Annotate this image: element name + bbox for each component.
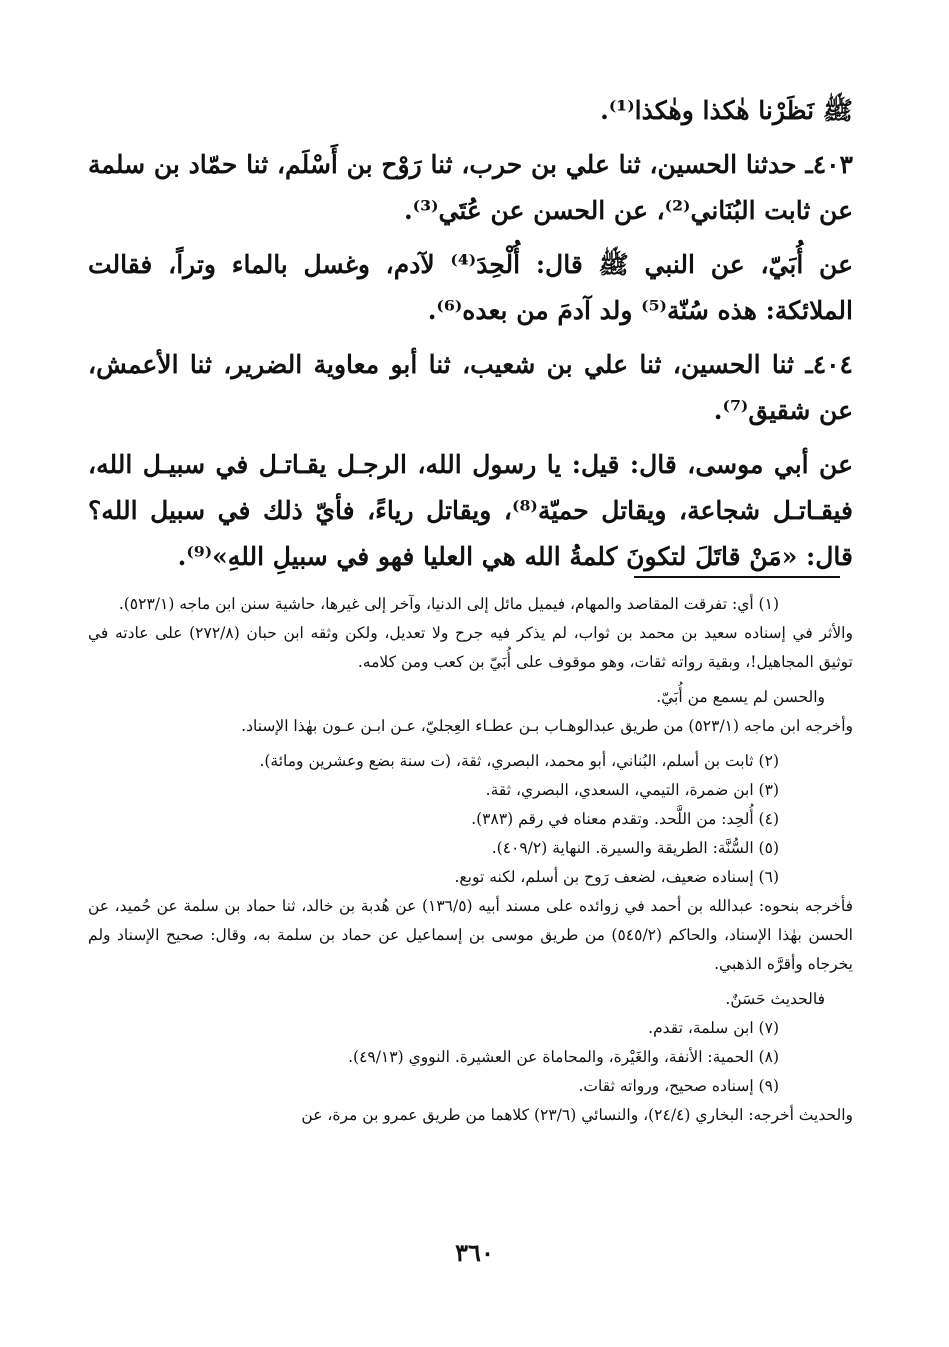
footnote-9-takhrij: والحديث أخرجه: البخاري (٢٤/٤)، والنسائي (٢٣/٦) كلاهما من طريق عمرو بن مرة، عن [301,1106,853,1124]
main-line-0: ﷺ نَظَرْنا هٰكذا وهٰكذا⁽¹⁾. [600,96,853,125]
footnote-6: (٦) إسناده ضعيف، لضعف رَوح بن أسلم، لكنه توبع. [454,868,779,886]
footnote-6-takhrij: فأخرجه بنحوه: عبدالله بن أحمد في زوائده على مسند أبيه (١٣٦/٥) عن هُدبة بن خالد، ثنا حماد بن سلمة عن حُميد، عن الحسن بهٰذا الإسناد، والحاكم (٥٤٥/٢) من طريق موسى بن إسماعيل عن حماد بن سلمة به، وقال: صحيح الإسناد ولم يخرجاه وأقرَّه الذهبي. [88,897,853,973]
footnote-4: (٤) أُلحِد: من اللَّحد. وتقدم معناه في رقم (٣٨٣). [471,810,779,828]
hadith-403-matn: عن أُبَيّ، عن النبي ﷺ قال: أُلْحِدَ⁽⁴⁾ لآدم، وغسل بالماء وتراً، فقالت الملائكة: هذه سُنّة⁽⁵⁾ ولد آدمَ من بعده⁽⁶⁾. [88,250,853,325]
footnote-1-commentary: والأثر في إسناده سعيد بن محمد بن ثواب، لم يذكر فيه جرح ولا تعديل، ولكن وثقه ابن حبان (٢٧٢/٨) على عادته في توثيق المجاهيل!، وبقية رواته ثقات، وهو موقوف على أُبَيّ بن كعب ومن كلامه. [88,624,853,671]
footnote-1-note: والحسن لم يسمع من أُبَيّ. [656,688,825,706]
main-text [88,88,853,588]
footnote-3: (٣) ابن ضمرة، التيمي، السعدي، البصري، ثقة. [485,781,779,799]
footnote-2: (٢) ثابت بن أسلم، البُناني، أبو محمد، البصري، ثقة، (ت سنة بضع وعشرين ومائة). [259,752,779,770]
footnote-6-verdict: فالحديث حَسَنٌ. [725,990,825,1008]
hadith-404-matn: عن أبي موسى، قال: قيل: يا رسول الله، الرجـل يقـاتـل في سبيـل الله، فيقـاتـل شجاعة، ويقاتل حميّة⁽⁸⁾، ويقاتل رياءً، فأيّ ذلك في سبيل الله؟ قال: «مَنْ قاتَلَ لتكونَ كلمةُ الله هي العليا فهو في سبيلِ اللهِ»⁽⁹⁾. [88,450,853,571]
hadith-404-isnad: ٤٠٤ـ ثنا الحسين، ثنا علي بن شعيب، ثنا أبو معاوية الضرير، ثنا الأعمش، عن شقيق⁽⁷⁾. [88,350,853,425]
footnote-5: (٥) السُّنَّة: الطريقة والسيرة. النهاية (٤٠٩/٢). [491,839,779,857]
footnote-1: (١) أي: تفرقت المقاصد والمهام، فيميل مائل إلى الدنيا، وآخر إلى غيرها، حاشية سنن ابن ماجه (٥٢٣/١). [118,595,779,613]
hadith-403-isnad: ٤٠٣ـ حدثنا الحسين، ثنا علي بن حرب، ثنا رَوْح بن أَسْلَم، ثنا حمّاد بن سلمة عن ثابت البُنَاني⁽²⁾، عن الحسن عن عُتَي⁽³⁾. [88,150,853,225]
footnote-7: (٧) ابن سلمة، تقدم. [648,1019,779,1037]
footnote-1-takhrij: وأخرجه ابن ماجه (٥٢٣/١) من طريق عبدالوهـاب بـن عطـاء العِجليّ، عـن ابـن عـون بهٰذا الإسناد. [241,717,853,735]
footnote-9: (٩) إسناده صحيح، ورواته ثقات. [578,1077,779,1095]
footnote-separator [634,576,840,578]
footnote-8: (٨) الحمية: الأنفة، والغَيْرة، والمحاماة عن العشيرة. النووي (٤٩/١٣). [348,1048,779,1066]
footnotes [88,590,853,1136]
page-number: ٣٦٠ [455,1238,494,1267]
